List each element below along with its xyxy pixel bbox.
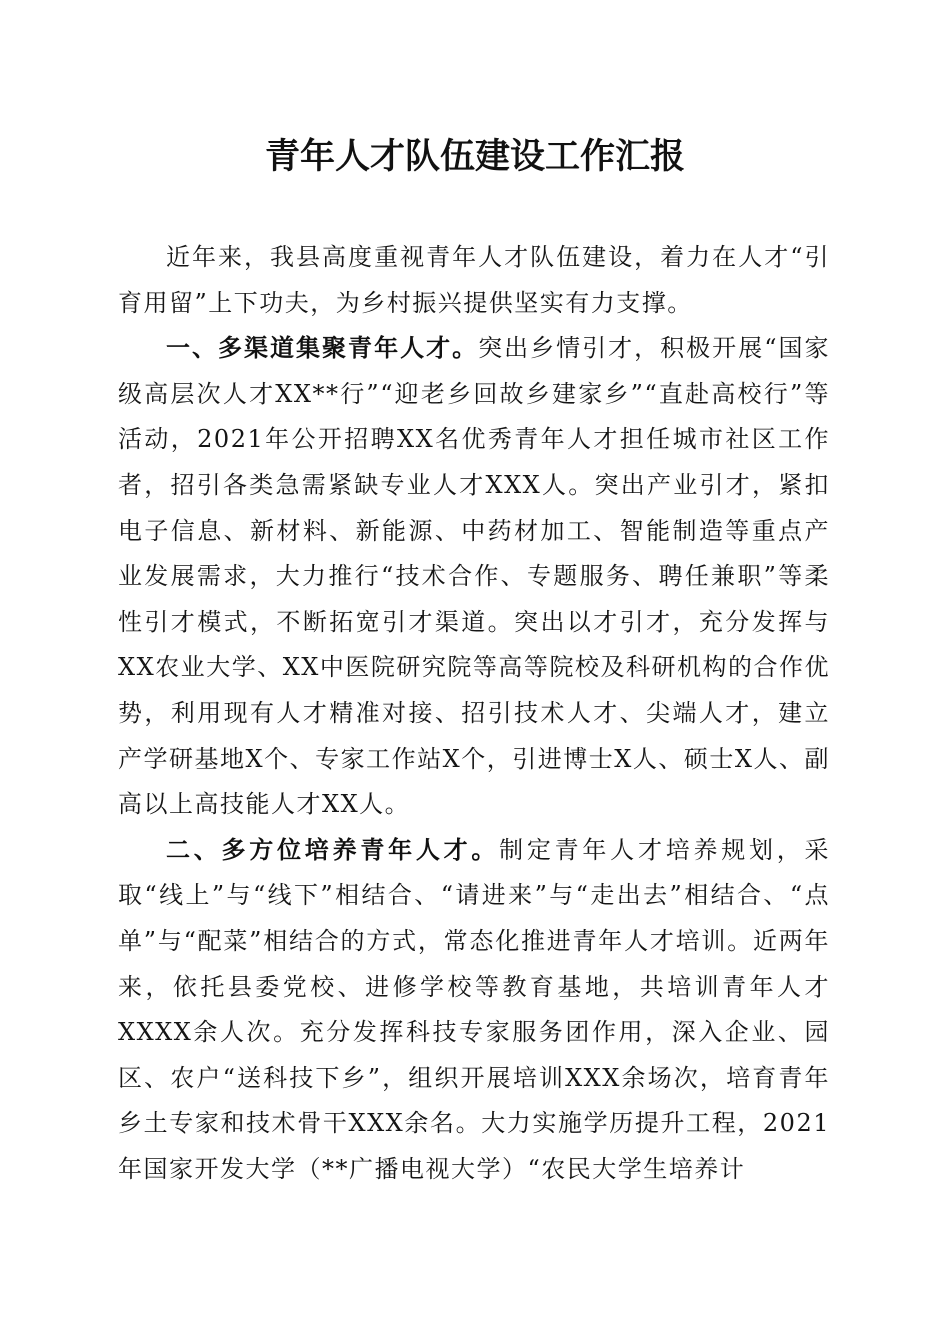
paragraph-text: 制定青年人才培养规划，采取“线上”与“线下”相结合、“请进来”与“走出去”相结合、“点单”与“配菜”相结合的方式，常态化推进青年人才培训。近两年来，依托县委党校、进修学校等教育基地，共培训青年人才XXXX余人次。充分发挥科技专家服务团作用，深入企业、园区、农户“送科技下乡”，组织开展培训XXX余场次，培育青年乡土专家和技术骨干XXX余名。大力实施学历提升工程，2021年国家开发大学（**广播电视大学）“农民大学生培养计 bbox=[118, 835, 831, 1183]
section-heading: 一、多渠道集聚青年人才。 bbox=[166, 334, 479, 363]
paragraph-text: 突出乡情引才，积极开展“国家级高层次人才XX**行”“迎老乡回故乡建家乡”“直赴高校行”等活动，2021年公开招聘XX名优秀青年人才担任城市社区工作者，招引各类急需紧缺专业人才XXX人。突出产业引才，紧扣电子信息、新材料、新能源、中药材加工、智能制造等重点产业发展需求，大力推行“技术合作、专题服务、聘任兼职”等柔性引才模式，不断拓宽引才渠道。突出以才引才，充分发挥与XX农业大学、XX中医院研究院等高等院校及科研机构的合作优势，利用现有人才精准对接、招引技术人才、尖端人才，建立产学研基地X个、专家工作站X个，引进博士X人、硕士X人、副高以上高技能人才XX人。 bbox=[118, 334, 830, 819]
document-body bbox=[118, 235, 830, 1192]
paragraph-intro bbox=[118, 235, 830, 326]
document-title: 青年人才队伍建设工作汇报 bbox=[264, 136, 685, 177]
section-heading: 二、多方位培养青年人才。 bbox=[166, 835, 500, 864]
paragraph-section-2 bbox=[118, 828, 830, 1193]
paragraph-text: 近年来，我县高度重视青年人才队伍建设，着力在人才“引育用留”上下功夫，为乡村振兴提供坚实有力支撑。 bbox=[118, 243, 830, 317]
paragraph-section-1 bbox=[118, 326, 830, 828]
